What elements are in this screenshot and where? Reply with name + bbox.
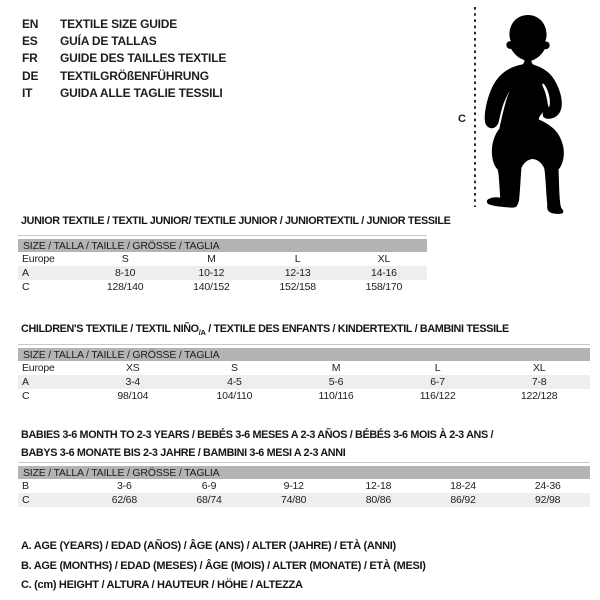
table-cell: 24-36 xyxy=(534,480,561,492)
table-cell: M xyxy=(331,362,341,374)
table-cell: 6-9 xyxy=(201,480,217,492)
table-cell: L xyxy=(434,362,441,374)
table-row xyxy=(18,479,590,493)
legend-line: A. AGE (YEARS) / EDAD (AÑOS) / ÂGE (ANS) / ALTER (JAHRE) / ETÀ (ANNI) xyxy=(21,540,396,552)
row-label: B xyxy=(22,480,29,492)
language-code: FR xyxy=(22,51,38,66)
section-title-text: BABYS 3-6 MONATE BIS 2-3 JAHRE / BAMBINI 3-6 MESI A 2-3 ANNI xyxy=(21,447,346,459)
section-title-text: BABIES 3-6 MONTH TO 2-3 YEARS / BEBÉS 3-6 MESES A 2-3 AÑOS / BÉBÉS 3-6 MOIS À 2-3 ANS / xyxy=(21,429,494,441)
table-cell: 8-10 xyxy=(115,267,136,279)
language-guide-title: GUÍA DE TALLAS xyxy=(60,34,157,49)
size-table xyxy=(18,462,590,507)
section-title-text: CHILDREN'S TEXTILE / TEXTIL NIÑO xyxy=(21,323,199,335)
language-code: ES xyxy=(22,34,38,49)
table-row xyxy=(18,252,427,266)
table-cell: 74/80 xyxy=(281,494,307,506)
table-cell: 5-6 xyxy=(328,376,344,388)
language-code: EN xyxy=(22,16,39,31)
table-cell: 3-6 xyxy=(117,480,132,492)
row-label: C xyxy=(22,390,30,402)
table-cell: 62/68 xyxy=(111,494,137,506)
table-cell: XL xyxy=(377,253,391,265)
table-row xyxy=(18,389,590,403)
table-cell: XL xyxy=(532,362,546,374)
section-title-line xyxy=(21,212,450,230)
table-cell: 104/110 xyxy=(216,390,253,402)
table-cell: 12-18 xyxy=(365,480,392,492)
section-title xyxy=(21,320,509,342)
table-cell: 110/116 xyxy=(318,390,354,402)
section-title-line xyxy=(21,320,509,342)
section-title xyxy=(21,426,493,462)
section-title-subscript: /A xyxy=(198,328,206,338)
baby-silhouette xyxy=(485,15,564,214)
language-code: IT xyxy=(22,86,33,101)
language-code: DE xyxy=(22,68,39,83)
table-row xyxy=(18,361,590,375)
baby-figure-svg xyxy=(455,4,580,214)
table-row xyxy=(18,266,427,280)
table-cell: 92/98 xyxy=(535,494,561,506)
legend-line: B. AGE (MONTHS) / EDAD (MESES) / ÂGE (MOIS) / ALTER (MONATE) / ETÀ (MESI) xyxy=(21,559,426,572)
table-cell: 98/104 xyxy=(117,390,149,402)
size-header-label: SIZE / TALLA / TAILLE / GRÖSSE / TAGLIA xyxy=(23,466,220,479)
baby-figure xyxy=(455,4,580,214)
language-guide-title: TEXTILE SIZE GUIDE xyxy=(60,16,178,31)
table-cell: 140/152 xyxy=(193,281,230,293)
table-cell: 6-7 xyxy=(430,376,445,388)
table-row xyxy=(18,375,590,389)
table-cell: 18-24 xyxy=(450,480,476,492)
table-cell: 80/86 xyxy=(365,494,391,506)
size-header-label: SIZE / TALLA / TAILLE / GRÖSSE / TAGLIA xyxy=(23,348,220,361)
table-cell: 158/170 xyxy=(365,281,403,293)
table-cell: 9-12 xyxy=(283,480,304,492)
section-title-text: / TEXTILE DES ENFANTS / KINDERTEXTIL / BAMBINI TESSILE xyxy=(205,323,509,335)
table-cell: XS xyxy=(125,362,140,374)
language-guide-title: TEXTILGRÖßENFÜHRUNG xyxy=(60,68,209,83)
row-label: A xyxy=(22,267,29,279)
size-header-label: SIZE / TALLA / TAILLE / GRÖSSE / TAGLIA xyxy=(23,239,220,252)
row-label: Europe xyxy=(22,253,55,265)
table-cell: 3-4 xyxy=(125,376,141,388)
table-cell: S xyxy=(121,253,129,265)
table-cell: 86/92 xyxy=(450,494,476,506)
language-row-it xyxy=(22,85,226,102)
table-cell: 122/128 xyxy=(520,390,558,402)
table-cell: 68/74 xyxy=(196,494,222,506)
language-title-block xyxy=(22,15,226,102)
legend-line: C. (cm) HEIGHT / ALTURA / HAUTEUR / HÖHE / ALTEZZA xyxy=(21,579,303,592)
table-cell: 116/122 xyxy=(419,390,456,402)
table-cell: 7-8 xyxy=(531,376,547,388)
table-cell: M xyxy=(207,253,216,265)
row-label: A xyxy=(22,376,29,388)
language-row-es xyxy=(22,32,226,49)
size-header-bar xyxy=(18,239,427,252)
legend-block xyxy=(21,537,426,596)
size-header-bar xyxy=(18,348,590,361)
size-table xyxy=(18,235,427,294)
height-line-label: C xyxy=(458,113,466,125)
table-cell: 4-5 xyxy=(227,376,242,388)
size-header-bar xyxy=(18,466,590,479)
table-cell: S xyxy=(230,362,238,374)
table-cell: 14-16 xyxy=(370,267,397,279)
section-title-line xyxy=(21,426,493,444)
language-row-en xyxy=(22,15,226,32)
table-row xyxy=(18,280,427,294)
size-table xyxy=(18,344,590,403)
row-label: C xyxy=(22,281,30,293)
section-title-line xyxy=(21,444,493,462)
language-guide-title: GUIDA ALLE TAGLIE TESSILI xyxy=(60,86,223,101)
table-row xyxy=(18,493,590,507)
table-cell: 10-12 xyxy=(198,267,225,279)
language-guide-title: GUIDE DES TAILLES TEXTILE xyxy=(60,51,227,66)
table-cell: 128/140 xyxy=(106,281,144,293)
language-row-de xyxy=(22,67,226,84)
section-title-text: JUNIOR TEXTILE / TEXTIL JUNIOR/ TEXTILE JUNIOR / JUNIORTEXTIL / JUNIOR TESSILE xyxy=(21,215,451,227)
row-label: C xyxy=(22,494,30,506)
section-title xyxy=(21,212,450,230)
language-row-fr xyxy=(22,50,226,67)
table-cell: L xyxy=(294,253,301,265)
table-cell: 152/158 xyxy=(279,281,316,293)
row-label: Europe xyxy=(22,362,55,374)
table-cell: 12-13 xyxy=(284,267,311,279)
